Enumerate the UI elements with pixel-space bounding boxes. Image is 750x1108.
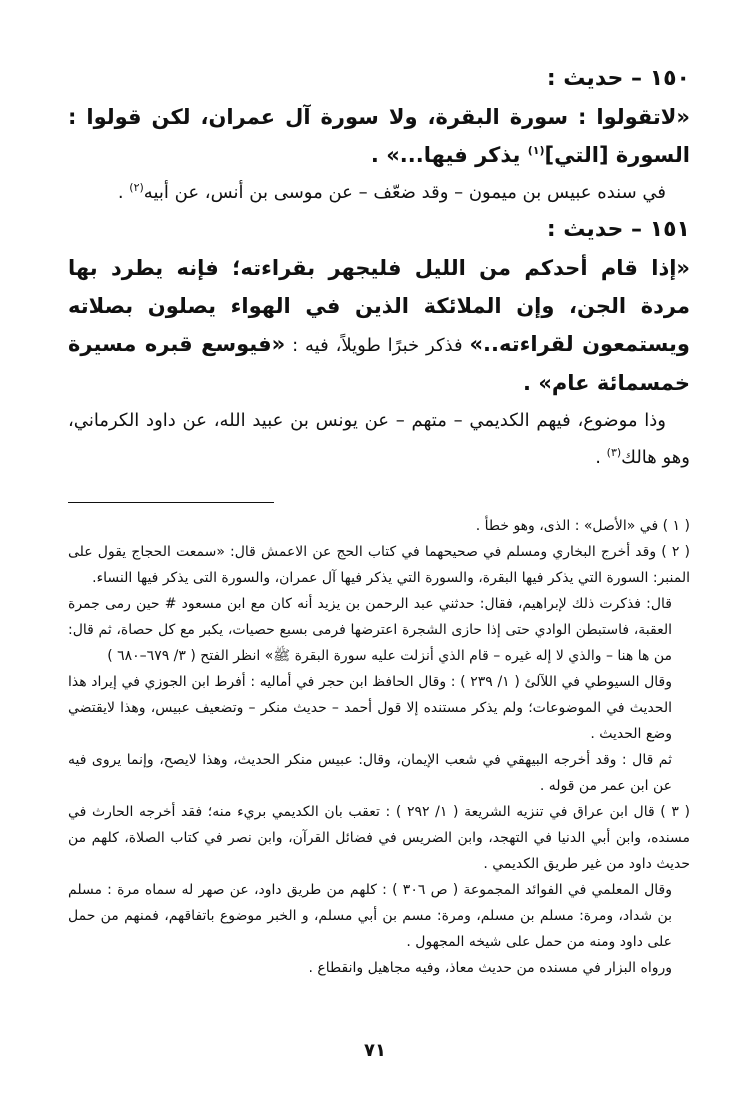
- footnote-3: ( ٣ ) قال ابن عراق في تنزيه الشريعة ( ١/ ٢٩٢ ) : تعقب بان الكديمي بريء منه؛ فقد أخرجه الحارث في مسنده، وابن أبي الدنيا في التهجد، وابن الضريس في فضائل القرآن، وابن نصر في كتاب الصلاة، كلهم من حديث داود من غير طريق الكديمي .: [68, 804, 691, 872]
- footnote-2-para-3: وقال السيوطي في اللآلئ ( ١/ ٢٣٩ ) : وقال الحافظ ابن حجر في أماليه : أفرط ابن الجوزي في إيراد هذا الحديث في الموضوعات؛ ولم يذكر مستنده إلا قول أحمد – حديث منكر – وتضعيف عبيس، وهذا لايقتضي وضع الحديث .: [68, 674, 672, 742]
- hadith-150-text: [68, 98, 690, 174]
- footnote-2: ( ٢ ) وقد أخرج البخاري ومسلم في صحيحهما في كتاب الحج عن الاعمش قال: «سمعت الحجاج يقول على المنبر: السورة التي يذكر فيها البقرة، والسورة التي يذكر فيها آل عمران، والسورة التى يذكر فيها النساء.: [68, 544, 690, 586]
- hadith-151-heading: ١٥١ – حديث :: [546, 217, 690, 242]
- footnote-3-para-3: ورواه البزار في مسنده من حديث معاذ، وفيه مجاهيل وانقطاع .: [308, 960, 672, 976]
- page-content: [68, 60, 690, 1108]
- footnote-ref-2: (٢): [129, 181, 144, 194]
- footnote-1: ( ١ ) في «الأصل» : الذى، وهو خطأ .: [475, 518, 690, 534]
- footnote-ref-1: (١): [527, 144, 545, 157]
- footnote-separator: [68, 502, 274, 503]
- hadith-150-commentary-part1: في سنده عبيس بن ميمون – وقد ضعّف – عن موسى بن أنس، عن أبيه: [143, 182, 666, 203]
- hadith-151-commentary-part1: وذا موضوع، فيهم الكديمي – متهم – عن يونس بن عبيد الله، عن داود الكرماني، وهو هالك: [68, 410, 690, 468]
- hadith-150-commentary-part2: .: [117, 182, 130, 203]
- hadith-150-text-part2: يذكر فيها...» .: [370, 143, 528, 167]
- page-number: ٧١: [364, 1040, 386, 1061]
- hadith-151-commentary: [68, 402, 690, 476]
- hadith-151-end: .: [523, 371, 539, 395]
- hadith-150-commentary: [68, 174, 690, 211]
- hadith-150-text-part1: «لاتقولوا : سورة البقرة، ولا سورة آل عمران، لكن قولوا : السورة [التي]: [68, 105, 690, 167]
- hadith-151-text: [68, 249, 690, 402]
- footnote-ref-3: (٣): [606, 446, 622, 459]
- hadith-151-quote: «إذا قام أحدكم من الليل فليجهر بقراءته؛ فإنه يطرد بها مردة الجن، وإن الملائكة الذين في الهواء يصلون بصلاته ويستمعون لقراءته..»: [68, 256, 690, 356]
- main-text: [68, 60, 690, 476]
- hadith-151-commentary-part2: .: [595, 447, 607, 468]
- footnote-3-para-2: وقال المعلمي في الفوائد المجموعة ( ص ٣٠٦ ) : كلهم من طريق داود، عن صهر له سماه مرة : مسلم بن شداد، ومرة: مسلم بن مسلم، ومرة: مسم بن أبي مسلم، و الخبر موضوع باتفاقهم، فمنهم من حمل على داود ومنه من حمل على شيخه المجهول .: [68, 882, 672, 950]
- footnotes: [68, 513, 690, 981]
- hadith-150-heading: ١٥٠ – حديث :: [546, 66, 690, 91]
- hadith-151-bold-quote: «فيوسع قبره مسيرة خمسمائة عام»: [68, 332, 690, 395]
- hadith-151-continuation: فذكر خبرًا طويلاً، فيه :: [285, 335, 470, 356]
- footnote-2-para-2: قال: فذكرت ذلك لإبراهيم، فقال: حدثني عبد الرحمن بن يزيد أنه كان مع ابن مسعود # حين رمى جمرة العقبة، فاستبطن الوادي حتى إذا حازى الشجرة اعترضها فرمى بسبع حصيات، يكبر مع كل حصاة، ثم قال: من ها هنا – والذي لا إله غيره – قام الذي أنزلت عليه سورة البقرة ﷺ» انظر الفتح ( ٣/ ٦٧٩–٦٨٠ ): [68, 596, 672, 664]
- footnote-2-para-4: ثم قال : وقد أخرجه البيهقي في شعب الإيمان، وقال: عبيس منكر الحديث، وهذا لايصح، وإنما يروى فيه عن ابن عمر من قوله .: [68, 752, 672, 794]
